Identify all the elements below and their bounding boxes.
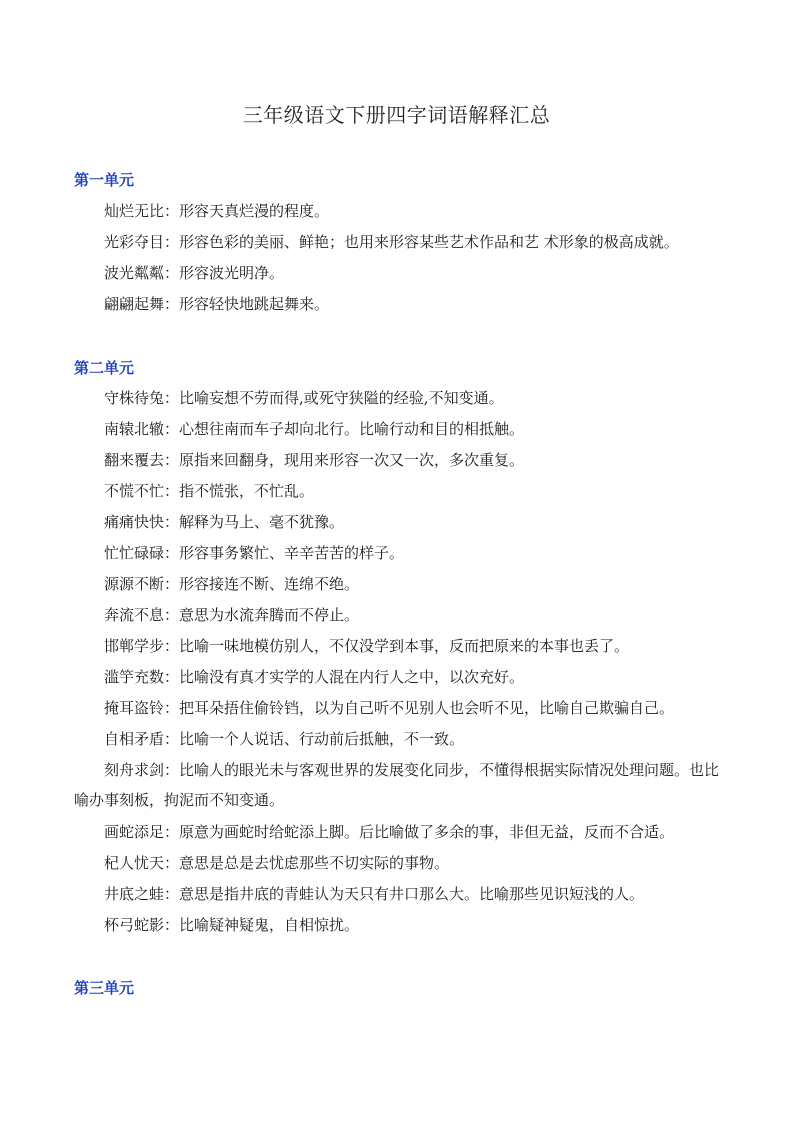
- entry: [104, 724, 733, 754]
- entry-term: 源源不断: [104, 575, 165, 593]
- unit-heading-1: 第一单元: [74, 171, 135, 189]
- entry: [104, 383, 733, 413]
- entry-separator: ：: [164, 885, 180, 903]
- entry-definition: 比喻一个人说话、行动前后抵触，不一致。: [179, 730, 465, 748]
- entry-separator: ：: [164, 854, 180, 872]
- entry-definition: 指不慌张，不忙乱。: [179, 482, 315, 500]
- entry-separator: ：: [164, 420, 180, 438]
- entry: [104, 662, 733, 692]
- entry: [104, 848, 733, 878]
- entry-definition: 形容天真烂漫的程度。: [179, 202, 330, 220]
- entry-separator: ：: [164, 389, 180, 407]
- entry-separator: ：: [164, 730, 180, 748]
- entry-separator: ：: [164, 761, 180, 779]
- entry-separator: ：: [164, 482, 180, 500]
- entry-term: 翻来覆去: [104, 451, 165, 469]
- entry-separator: ：: [164, 544, 180, 562]
- entry: [104, 693, 733, 723]
- entry-definition: 比喻妄想不劳而得,或死守狭隘的经验,不知变通。: [179, 389, 504, 407]
- entry: [104, 258, 733, 288]
- entry-term: 灿烂无比: [104, 202, 165, 220]
- entry: [104, 196, 733, 226]
- entry-definition: 解释为马上、毫不犹豫。: [179, 513, 345, 531]
- entry-term: 痛痛快快: [104, 513, 165, 531]
- entry: [104, 910, 733, 940]
- entry: [104, 569, 733, 599]
- entry-separator: ：: [164, 637, 180, 655]
- entry-separator: ：: [164, 916, 180, 934]
- entry: [104, 227, 733, 257]
- entry-term: 光彩夺目: [104, 233, 165, 251]
- entry: [104, 600, 733, 630]
- entry-definition: 意思是总是去忧虑那些不切实际的事物。: [179, 854, 450, 872]
- entry-definition: 形容接连不断、连绵不绝。: [179, 575, 360, 593]
- entry-definition: 形容轻快地跳起舞来。: [179, 295, 330, 313]
- entry-definition: 心想往南而车子却向北行。比喻行动和目的相抵触。: [179, 420, 525, 438]
- entry-separator: ：: [164, 699, 180, 717]
- unit-heading-2: 第二单元: [74, 359, 135, 377]
- entry-term: 波光粼粼: [104, 264, 165, 282]
- entry-separator: ：: [164, 451, 180, 469]
- unit-heading-3: 第三单元: [74, 979, 135, 997]
- entry: [104, 538, 733, 568]
- entry-definition: 原指来回翻身，现用来形容一次又一次，多次重复。: [179, 451, 525, 469]
- entry-term: 自相矛盾: [104, 730, 165, 748]
- entry-term: 不慌不忙: [104, 482, 165, 500]
- entry-term: 翩翩起舞: [104, 295, 165, 313]
- entry-term: 井底之蛙: [104, 885, 165, 903]
- page-title: 三年级语文下册四字词语解释汇总: [242, 103, 551, 127]
- entry-separator: ：: [164, 233, 180, 251]
- entry-definition: 原意为画蛇时给蛇添上脚。后比喻做了多余的事，非但无益，反而不合适。: [179, 823, 675, 841]
- entry-term: 南辕北辙: [104, 420, 165, 438]
- entry-term: 守株待兔: [104, 389, 165, 407]
- entry-definition: 意思是指井底的青蛙认为天只有井口那么大。比喻那些见识短浅的人。: [179, 885, 645, 903]
- entry: [104, 445, 733, 475]
- entry-separator: ：: [164, 202, 180, 220]
- entry-definition: 比喻疑神疑鬼，自相惊扰。: [179, 916, 360, 934]
- entry: [104, 289, 733, 319]
- entry: [74, 755, 734, 815]
- entry-separator: ：: [164, 823, 180, 841]
- entry-separator: ：: [164, 295, 180, 313]
- entry-separator: ：: [164, 264, 180, 282]
- entry-term: 刻舟求剑: [104, 761, 165, 779]
- entry: [104, 817, 733, 847]
- entry-definition: 比喻没有真才实学的人混在内行人之中，以次充好。: [179, 668, 525, 686]
- entry-term: 杯弓蛇影: [104, 916, 165, 934]
- entry-definition: 形容事务繁忙、辛辛苦苦的样子。: [179, 544, 405, 562]
- entry-separator: ：: [164, 575, 180, 593]
- entry-separator: ：: [164, 668, 180, 686]
- entry-definition: 形容波光明净。: [179, 264, 285, 282]
- entry-separator: ：: [164, 606, 180, 624]
- entry-term: 滥竽充数: [104, 668, 165, 686]
- entry-definition: 比喻一味地模仿别人，不仅没学到本事，反而把原来的本事也丢了。: [179, 637, 630, 655]
- entry-definition: 意思为水流奔腾而不停止。: [179, 606, 360, 624]
- entry-term: 忙忙碌碌: [104, 544, 165, 562]
- entry-separator: ：: [164, 513, 180, 531]
- entry-term: 杞人忧天: [104, 854, 165, 872]
- entry-term: 掩耳盗铃: [104, 699, 165, 717]
- entry-definition: 形容色彩的美丽、鲜艳；也用来形容某些艺术作品和艺 术形象的极高成就。: [179, 233, 679, 251]
- entry-term: 画蛇添足: [104, 823, 165, 841]
- entry-definition: 比喻人的眼光未与客观世界的发展变化同步，不懂得根据实际情况处理问题。也比喻办事刻板，拘泥而不知变通。: [74, 761, 720, 809]
- entry-term: 邯郸学步: [104, 637, 165, 655]
- entry-term: 奔流不息: [104, 606, 165, 624]
- entry: [104, 879, 733, 909]
- entry: [104, 414, 733, 444]
- entry: [104, 631, 733, 661]
- entry-definition: 把耳朵捂住偷铃铛，以为自己听不见别人也会听不见，比喻自己欺骗自己。: [179, 699, 675, 717]
- entry: [104, 476, 733, 506]
- entry: [104, 507, 733, 537]
